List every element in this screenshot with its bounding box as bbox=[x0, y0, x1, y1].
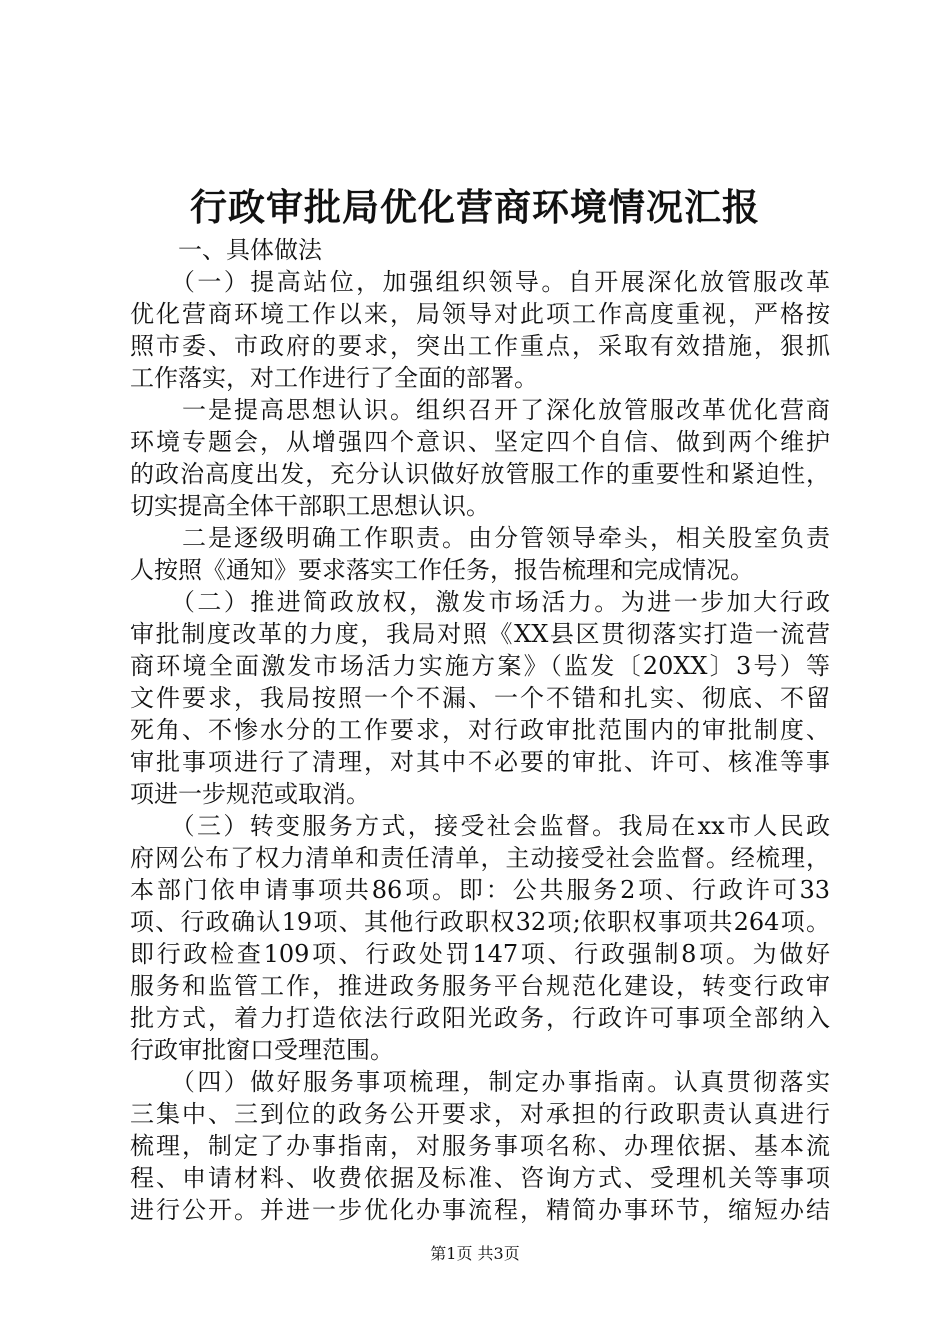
body-line: 批方式，着力打造依法行政阳光政务，行政许可事项全部纳入 bbox=[130, 1004, 830, 1032]
body-line: 切实提高全体干部职工思想认识。 bbox=[130, 492, 490, 520]
body-line: 照市委、市政府的要求，突出工作重点，采取有效措施，狠抓 bbox=[130, 332, 830, 360]
body-line: 一是提高思想认识。组织召开了深化放管服改革优化营商 bbox=[130, 396, 830, 424]
body-line: 即行政检查109项、行政处罚147项、行政强制8项。为做好 bbox=[130, 940, 830, 968]
body-line: 工作落实，对工作进行了全面的部署。 bbox=[130, 364, 538, 392]
body-line: （一）提高站位，加强组织领导。自开展深化放管服改革 bbox=[130, 268, 830, 296]
body-line: 人按照《通知》要求落实工作任务，报告梳理和完成情况。 bbox=[130, 556, 754, 584]
document-title: 行政审批局优化营商环境情况汇报 bbox=[190, 185, 760, 229]
body-line: 项、行政确认19项、其他行政职权32项;依职权事项共264项。 bbox=[130, 908, 830, 936]
body-line: 行政审批窗口受理范围。 bbox=[130, 1036, 394, 1064]
body-line: 审批事项进行了清理，对其中不必要的审批、许可、核准等事 bbox=[130, 748, 830, 776]
document-body bbox=[130, 234, 830, 1226]
page-footer: 第1页 共3页 bbox=[430, 1244, 520, 1263]
body-line: 商环境全面激发市场活力实施方案》（监发〔20XX〕3号）等 bbox=[130, 652, 830, 680]
body-line: 的政治高度出发，充分认识做好放管服工作的重要性和紧迫性， bbox=[130, 460, 830, 488]
body-line: 三集中、三到位的政务公开要求，对承担的行政职责认真进行 bbox=[130, 1100, 830, 1128]
body-line: （四）做好服务事项梳理，制定办事指南。认真贯彻落实 bbox=[130, 1068, 830, 1096]
body-line: 环境专题会，从增强四个意识、坚定四个自信、做到两个维护 bbox=[130, 428, 830, 456]
body-line: 优化营商环境工作以来，局领导对此项工作高度重视，严格按 bbox=[130, 300, 830, 328]
body-line: 项进一步规范或取消。 bbox=[130, 780, 370, 808]
body-line: 府网公布了权力清单和责任清单，主动接受社会监督。经梳理， bbox=[130, 844, 830, 872]
body-line: 死角、不惨水分的工作要求，对行政审批范围内的审批制度、 bbox=[130, 716, 830, 744]
body-line: 二是逐级明确工作职责。由分管领导牵头，相关股室负责 bbox=[130, 524, 830, 552]
body-line: 本部门依申请事项共86项。即：公共服务2项、行政许可33 bbox=[130, 876, 830, 904]
body-line: 进行公开。并进一步优化办事流程，精简办事环节，缩短办结 bbox=[130, 1196, 830, 1224]
body-line: （二）推进简政放权，激发市场活力。为进一步加大行政 bbox=[130, 588, 830, 616]
body-line: 服务和监管工作，推进政务服务平台规范化建设，转变行政审 bbox=[130, 972, 830, 1000]
body-line: 文件要求，我局按照一个不漏、一个不错和扎实、彻底、不留 bbox=[130, 684, 830, 712]
body-line: 一、具体做法 bbox=[130, 236, 322, 264]
body-line: 审批制度改革的力度，我局对照《XX县区贯彻落实打造一流营 bbox=[130, 620, 830, 648]
body-line: （三）转变服务方式，接受社会监督。我局在xx市人民政 bbox=[130, 812, 830, 840]
body-line: 程、申请材料、收费依据及标准、咨询方式、受理机关等事项 bbox=[130, 1164, 830, 1192]
body-line: 梳理，制定了办事指南，对服务事项名称、办理依据、基本流 bbox=[130, 1132, 830, 1160]
